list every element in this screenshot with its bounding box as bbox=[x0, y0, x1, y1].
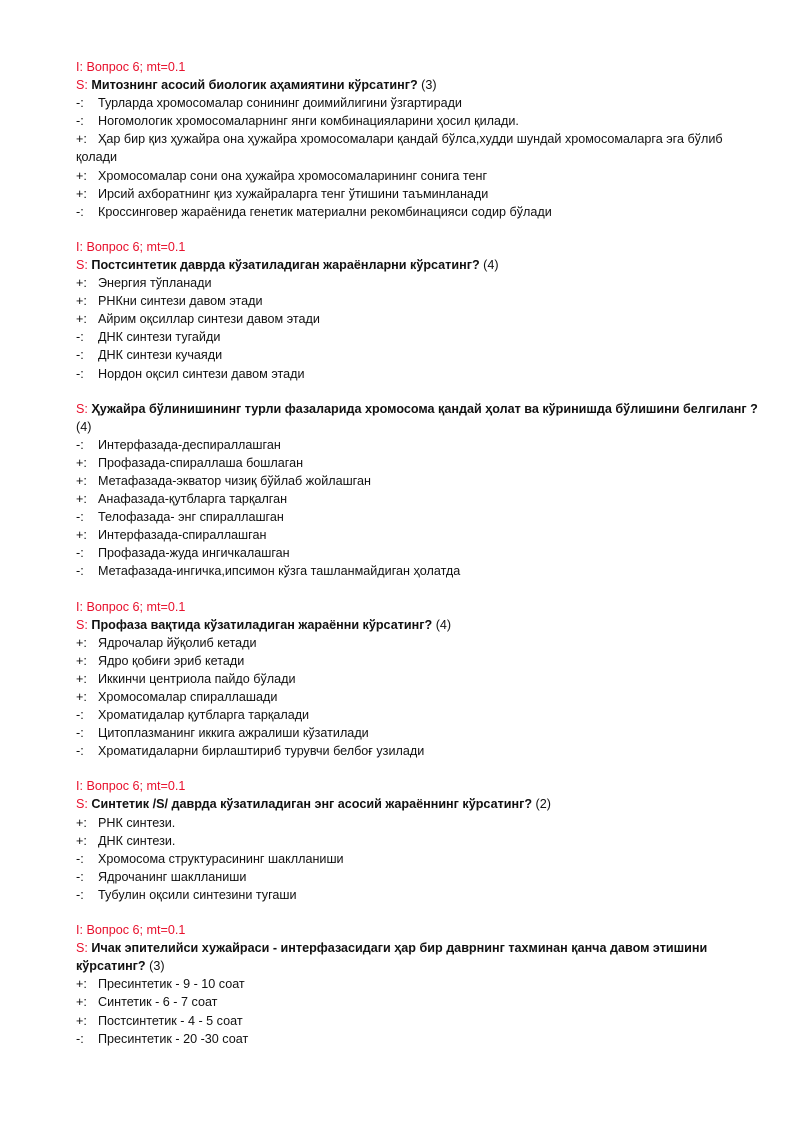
option-text: РНК синтези. bbox=[98, 815, 176, 830]
answer-option bbox=[76, 508, 766, 526]
option-marker: +: bbox=[76, 995, 87, 1010]
answer-option bbox=[76, 670, 766, 688]
option-text: Турларда хромосомалар сонининг доимийлигини ўзгартиради bbox=[98, 96, 462, 111]
option-text: Ядрочалар йўқолиб кетади bbox=[98, 635, 257, 650]
option-marker: +: bbox=[76, 671, 87, 686]
option-marker: -: bbox=[76, 1031, 84, 1046]
option-text: Метафазада-экватор чизиқ бўйлаб жойлашган bbox=[98, 473, 371, 488]
question-line bbox=[76, 795, 766, 813]
option-marker: -: bbox=[76, 851, 84, 866]
answer-count: (4) bbox=[76, 419, 92, 434]
option-marker: -: bbox=[76, 744, 84, 759]
question-prefix: S: bbox=[76, 401, 88, 416]
answer-option bbox=[76, 328, 766, 346]
option-text: Синтетик - 6 - 7 соат bbox=[98, 995, 218, 1010]
option-text: Интерфазада-спираллашган bbox=[98, 528, 267, 543]
option-marker: -: bbox=[76, 366, 84, 381]
answer-option bbox=[76, 292, 766, 310]
question-meta: I: Вопрос 6; mt=0.1 bbox=[76, 779, 186, 794]
option-text: Ногомологик хромосомаларнинг янги комбинацияларини ҳосил қилади. bbox=[98, 114, 519, 129]
answer-option bbox=[76, 975, 766, 993]
option-marker: -: bbox=[76, 564, 84, 579]
answer-option bbox=[76, 886, 766, 904]
answer-option bbox=[76, 652, 766, 670]
question-text: Ҳужайра бўлинишининг турли фазаларида хромосома қандай ҳолат ва кўринишда бўлишини белгиланг ? bbox=[91, 401, 758, 416]
option-text: Ҳар бир қиз ҳужайра она ҳужайра хромосомалари қандай бўлса,худди шундай хромосомаларга эга бўлиб қолади bbox=[76, 132, 723, 165]
option-marker: +: bbox=[76, 653, 87, 668]
question-line bbox=[76, 939, 766, 975]
option-text: Цитоплазманинг иккига ажралиши кўзатилади bbox=[98, 726, 369, 741]
question-text: Митознинг асосий биологик аҳамиятини кўрсатинг? bbox=[91, 78, 418, 93]
question-line bbox=[76, 616, 766, 634]
question-prefix: S: bbox=[76, 257, 88, 272]
option-marker: +: bbox=[76, 690, 87, 704]
option-marker: -: bbox=[76, 96, 84, 111]
option-marker: +: bbox=[76, 132, 87, 147]
option-text: Ирсий ахборатнинг қиз хужайраларга тенг ўтишини таъминланади bbox=[98, 186, 489, 201]
option-text: Айрим оқсиллар синтези давом этади bbox=[98, 312, 320, 327]
answer-count: (3) bbox=[149, 959, 165, 974]
option-text: Хроматидалар қутбларга тарқалади bbox=[98, 708, 310, 723]
option-text: Хроматидаларни бирлаштириб турувчи белбоғ узилади bbox=[98, 744, 425, 759]
option-marker: -: bbox=[76, 204, 84, 219]
answer-option bbox=[76, 185, 766, 203]
option-marker: -: bbox=[76, 510, 84, 525]
option-marker: +: bbox=[76, 528, 87, 543]
question-prefix: S: bbox=[76, 941, 88, 956]
answer-option bbox=[76, 814, 766, 832]
question-prefix: S: bbox=[76, 617, 88, 632]
option-text: ДНК синтези тугайди bbox=[98, 330, 221, 345]
option-marker: +: bbox=[76, 276, 87, 291]
answer-option bbox=[76, 130, 766, 166]
answer-option bbox=[76, 850, 766, 868]
answer-count: (3) bbox=[421, 78, 437, 93]
question-text: Постсинтетик даврда кўзатиладиган жараёнларни кўрсатинг? bbox=[91, 257, 480, 272]
answer-option bbox=[76, 310, 766, 328]
option-marker: +: bbox=[76, 312, 87, 327]
answer-option bbox=[76, 365, 766, 383]
option-text: Анафазада-қутбларга тарқалган bbox=[98, 492, 288, 507]
answer-option bbox=[76, 454, 766, 472]
option-marker: -: bbox=[76, 869, 84, 884]
option-marker: +: bbox=[76, 186, 87, 201]
option-text: Тубулин оқсили синтезини тугаши bbox=[98, 887, 297, 902]
answer-option bbox=[76, 346, 766, 364]
option-text: Профазада-спираллаша бошлаган bbox=[98, 455, 304, 470]
answer-count: (4) bbox=[483, 257, 499, 272]
answer-option bbox=[76, 526, 766, 544]
option-text: РНКни синтези давом этади bbox=[98, 294, 263, 309]
question-line bbox=[76, 256, 766, 274]
question-meta: I: Вопрос 6; mt=0.1 bbox=[76, 923, 186, 938]
answer-option bbox=[76, 167, 766, 185]
answer-option bbox=[76, 868, 766, 886]
answer-option bbox=[76, 1030, 766, 1048]
option-text: Ядро қобиғи эриб кетади bbox=[98, 653, 245, 668]
option-text: Пресинтетик - 20 -30 соат bbox=[98, 1031, 249, 1046]
option-text: Метафазада-ингичка,ипсимон кўзга ташланмайдиган ҳолатда bbox=[98, 564, 461, 579]
question-block bbox=[76, 777, 766, 904]
answer-option bbox=[76, 562, 766, 580]
answer-option bbox=[76, 203, 766, 221]
answer-option bbox=[76, 544, 766, 562]
option-text: Хромосома структурасининг шаклланиши bbox=[98, 851, 344, 866]
answer-count: (4) bbox=[435, 617, 452, 632]
option-text: ДНК синтези кучаяди bbox=[98, 348, 223, 363]
option-marker: +: bbox=[76, 294, 87, 309]
answer-option bbox=[76, 742, 766, 760]
question-block bbox=[76, 400, 766, 581]
question-meta: I: Вопрос 6; mt=0.1 bbox=[76, 599, 186, 614]
answer-option bbox=[76, 94, 766, 112]
answer-option bbox=[76, 832, 766, 850]
question-prefix: S: bbox=[76, 797, 88, 812]
question-block bbox=[76, 921, 766, 1048]
answer-option bbox=[76, 112, 766, 130]
option-text: Хромосомалар спираллашади bbox=[98, 690, 278, 704]
option-marker: -: bbox=[76, 546, 84, 561]
answer-option bbox=[76, 993, 766, 1011]
option-marker: -: bbox=[76, 114, 84, 129]
answer-option bbox=[76, 688, 766, 706]
option-text: Кроссинговер жараёнида генетик материални рекомбинацияси содир бўлади bbox=[98, 204, 552, 219]
answer-option bbox=[76, 436, 766, 454]
question-text: Синтетик /S/ даврда кўзатиладиган энг асосий жараённинг кўрсатинг? bbox=[91, 797, 533, 812]
question-block bbox=[76, 58, 766, 221]
option-text: Телофазада- энг спираллашган bbox=[98, 510, 284, 525]
question-meta: I: Вопрос 6; mt=0.1 bbox=[76, 239, 186, 254]
option-marker: -: bbox=[76, 437, 84, 452]
option-text: Профазада-жуда ингичкалашган bbox=[98, 546, 290, 561]
question-block bbox=[76, 598, 766, 761]
answer-option bbox=[76, 634, 766, 652]
option-marker: +: bbox=[76, 815, 87, 830]
option-marker: +: bbox=[76, 635, 87, 650]
answer-option bbox=[76, 490, 766, 508]
answer-option bbox=[76, 472, 766, 490]
test-document bbox=[76, 58, 766, 1065]
option-text: Постсинтетик - 4 - 5 соат bbox=[98, 1013, 243, 1028]
option-marker: +: bbox=[76, 455, 87, 470]
option-marker: -: bbox=[76, 726, 84, 741]
option-marker: -: bbox=[76, 330, 84, 345]
question-text: Профаза вақтида кўзатиладиган жараённи кўрсатинг? bbox=[91, 617, 433, 632]
question-line bbox=[76, 76, 766, 94]
answer-option bbox=[76, 274, 766, 292]
option-marker: +: bbox=[76, 977, 87, 992]
answer-option bbox=[76, 1012, 766, 1030]
option-text: Нордон оқсил синтези давом этади bbox=[98, 366, 305, 381]
option-marker: +: bbox=[76, 833, 87, 848]
option-marker: -: bbox=[76, 887, 84, 902]
option-text: Энергия тўпланади bbox=[98, 276, 212, 291]
question-prefix: S: bbox=[76, 78, 88, 93]
option-text: Пресинтетик - 9 - 10 соат bbox=[98, 977, 245, 992]
question-line bbox=[76, 400, 766, 436]
answer-count: (2) bbox=[535, 797, 551, 812]
option-text: Ядрочанинг шаклланиши bbox=[98, 869, 247, 884]
option-marker: +: bbox=[76, 168, 87, 183]
option-marker: -: bbox=[76, 708, 84, 723]
answer-option bbox=[76, 706, 766, 724]
option-marker: +: bbox=[76, 473, 87, 488]
question-text: Ичак эпителийси хужайраси - интерфазасидаги ҳар бир даврнинг тахминан қанча давом этишини кўрсатинг? bbox=[76, 941, 708, 974]
question-meta: I: Вопрос 6; mt=0.1 bbox=[76, 60, 186, 74]
option-marker: +: bbox=[76, 1013, 87, 1028]
option-text: ДНК синтези. bbox=[98, 833, 176, 848]
question-block bbox=[76, 238, 766, 383]
option-marker: -: bbox=[76, 348, 84, 363]
option-text: Хромосомалар сони она ҳужайра хромосомаларининг сонига тенг bbox=[98, 168, 488, 183]
option-text: Интерфазада-деспираллашган bbox=[98, 437, 281, 452]
option-text: Иккинчи центриола пайдо бўлади bbox=[98, 671, 296, 686]
answer-option bbox=[76, 724, 766, 742]
option-marker: +: bbox=[76, 492, 87, 507]
